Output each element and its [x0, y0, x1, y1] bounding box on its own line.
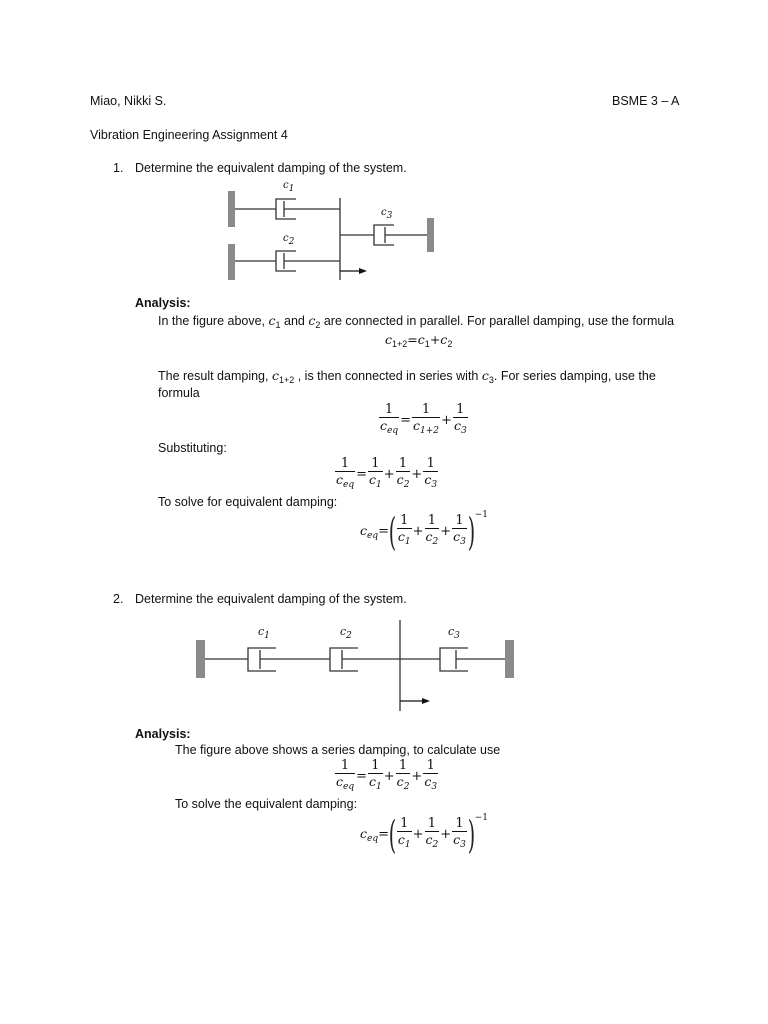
series-formula-2: $\frac{1}{c_{eq}}$ = $\frac{1}{c_1}$ + $\frac{1}{c_2}$ + $\frac{1}{c_3}$	[334, 758, 439, 795]
solve-text-1: To solve for equivalent damping:	[158, 495, 338, 509]
parallel-text: In the figure above, $c_1$ and $c_2$ are connected in parallel. For parallel damping, use the formula	[158, 313, 675, 330]
equivalent-formula-2: $c_{eq}=$( $\frac{1}{c_1}$ + $\frac{1}{c_2}$ + $\frac{1}{c_3}$ )$^{-1}$	[360, 812, 489, 857]
problem-1-figure	[222, 178, 442, 283]
problem-2-number: 2.	[113, 592, 124, 606]
series-formula: $\frac{1}{c_{eq}}$ = $\frac{1}{c_{1+2}}$ + $\frac{1}{c_3}$	[378, 402, 469, 439]
displacement-arrow	[340, 268, 367, 274]
damper-c3	[340, 225, 427, 245]
label-c1-2: $c_1$	[258, 625, 270, 641]
label-c3-2: $c_3$	[448, 625, 460, 641]
series-text: The result damping, $c_{1+2}$ , is then connected in series with $c_3$. For series damping, use the	[158, 368, 656, 385]
wall-right	[505, 640, 514, 678]
problem-2-question: Determine the equivalent damping of the system.	[135, 592, 407, 606]
assignment-title: Vibration Engineering Assignment 4	[90, 128, 288, 142]
series-text-p2: The figure above shows a series damping, to calculate use	[175, 743, 501, 757]
label-c1: $c_1$	[283, 180, 295, 194]
damper-c1	[235, 199, 340, 219]
wall-left	[196, 640, 205, 678]
label-c2: $c_2$	[283, 233, 295, 247]
analysis-heading-2: Analysis:	[135, 727, 191, 741]
equivalent-formula-1: $c_{eq}=$( $\frac{1}{c_1}$ + $\frac{1}{c_2}$ + $\frac{1}{c_3}$ )$^{-1}$	[360, 509, 489, 554]
wall-left-bottom	[228, 244, 235, 280]
problem-1-number: 1.	[113, 161, 124, 175]
label-c3: $c_3$	[381, 207, 393, 221]
class-section: BSME 3 – A	[612, 94, 680, 108]
solve-text-2: To solve the equivalent damping:	[175, 797, 358, 811]
series-text-2: formula	[158, 386, 200, 400]
problem-1-question: Determine the equivalent damping of the system.	[135, 161, 407, 175]
author-name: Miao, Nikki S.	[90, 94, 167, 108]
wall-left-top	[228, 191, 235, 227]
substituting-label: Substituting:	[158, 441, 227, 455]
parallel-formula: $c_{1+2}=c_1+c_2$	[385, 332, 453, 349]
problem-2-figure	[190, 618, 520, 714]
analysis-heading-1: Analysis:	[135, 296, 191, 310]
displacement-arrow	[400, 698, 430, 704]
damper-c2	[235, 251, 340, 271]
wall-right	[427, 218, 434, 252]
substituted-formula: $\frac{1}{c_{eq}}$ = $\frac{1}{c_1}$ + $\frac{1}{c_2}$ + $\frac{1}{c_3}$	[334, 456, 439, 493]
label-c2-2: $c_2$	[340, 625, 352, 641]
